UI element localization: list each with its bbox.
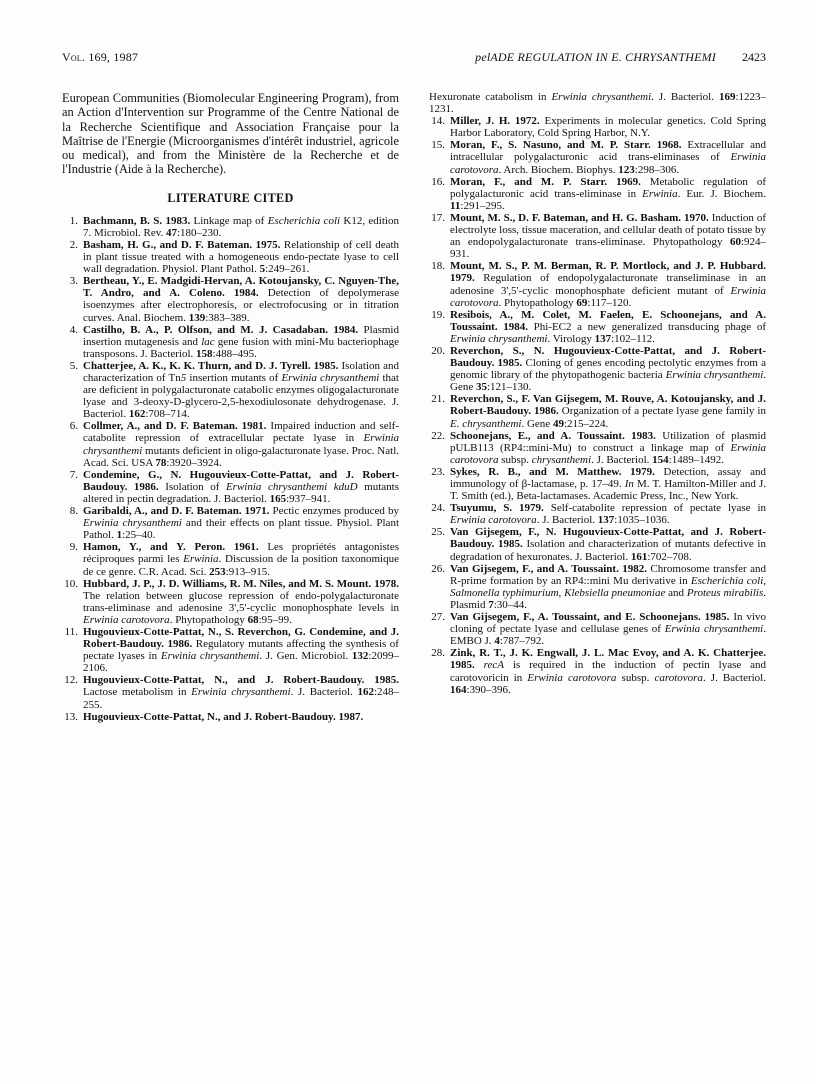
reference-text-segment: Mount, M. S., P. M. Berman, R. P. Mortlock, and J. P. Hubbard. 1979. [450, 260, 766, 285]
reference-text-segment: Erwinia carotovora [450, 151, 766, 176]
reference-text-segment: Erwinia chrysanthemi [665, 369, 764, 382]
reference-number: 17. [431, 211, 445, 224]
section-title: LITERATURE CITED [167, 190, 294, 205]
reference-item [62, 711, 399, 723]
reference-number: 27. [431, 611, 445, 624]
reference-text-segment: 154 [652, 453, 669, 466]
reference-text-segment: Induction of electrolyte loss, tissue maceration, and cellular death of potato tissue by an endopolygalacturonate trans-eliminase. Phytopathology [450, 211, 767, 249]
reference-text-segment: Utilization of plasmid pULB113 (RP4::mini-Mu) to construct a linkage map of [450, 429, 766, 454]
reference-item [62, 239, 399, 275]
reference-text-segment: . J. Bacteriol. [651, 91, 719, 103]
reference-item [62, 626, 399, 674]
reference-item [429, 115, 766, 139]
reference-number: 23. [431, 465, 445, 478]
reference-text-segment: 137 [597, 514, 615, 527]
reference-text-segment: In vivo cloning of pectate lyase and cellulase genes of [450, 611, 766, 636]
reference-text-segment: Erwinia chrysanthemi [551, 91, 652, 103]
reference-text-segment: Isolation and characterization of mutants defective in degradation of hexuronates. J. Bacteriol. [450, 538, 766, 563]
reference-text-segment: is required in the induction of pectin lyase and carotovoricin in [450, 659, 766, 684]
reference-text-segment: Escherichia coli [267, 214, 341, 227]
reference-text-segment: Miller, J. H. 1972. [450, 115, 540, 128]
reference-list-left [62, 215, 399, 723]
reference-text-segment: :2099–2106. [83, 650, 399, 675]
reference-text-segment: mutants deficient in oligo-galacturonate lyase. Proc. Natl. Acad. Sci. USA [83, 444, 399, 469]
reference-text-segment: 1 [116, 529, 123, 542]
reference-text-segment: Resibois, A., M. Colet, M. Faelen, E. Schoonejans, and A. Toussaint. 1984. [450, 308, 766, 333]
reference-text-segment: 78 [155, 456, 167, 469]
reference-text-segment: Hugouvieux-Cotte-Pattat, N., and J. Robert-Baudouy. 1987. [83, 710, 364, 723]
reference-text-segment: Erwinia chrysanthemi [664, 623, 764, 636]
reference-item [429, 176, 766, 212]
reference-text-segment: Phi-EC2 a new generalized transducing phage of [527, 320, 766, 333]
reference-text-segment: :298–306. [634, 163, 680, 176]
reference-text-segment: Collmer, A., and D. F. Bateman. 1981. [83, 420, 267, 433]
reference-number: 12. [64, 674, 78, 687]
reference-text-segment: Erwinia chrysanthemi [281, 372, 380, 384]
reference-text-segment: 137 [594, 332, 612, 345]
reference-text-segment: :1489–1492. [668, 453, 724, 466]
reference-item [429, 345, 766, 393]
reference-text-segment: Detection, assay and immunology of β-lactamase, p. 17–49. [450, 465, 767, 490]
reference-text-segment: 49 [552, 417, 564, 430]
two-column-body [62, 91, 766, 723]
reference-text-segment: Erwinia chrysanthemi [191, 686, 291, 699]
reference-number: 11. [64, 625, 78, 638]
reference-text-segment: Erwinia chrysanthemi kduD [225, 480, 358, 493]
reference-number: 20. [431, 344, 445, 357]
reference-text-segment: Lactose metabolism in [83, 686, 192, 699]
reference-text-segment: . EMBO J. [450, 623, 766, 648]
reference-text-segment: Reverchon, S., N. Hugouvieux-Cotte-Pattat, and J. Robert-Baudouy. 1985. [450, 344, 766, 370]
reference-text-segment: Escherichia coli [690, 574, 764, 587]
reference-text-segment: 169 [718, 91, 736, 103]
running-head-right [475, 50, 766, 65]
reference-text-segment: 164 [450, 683, 467, 696]
reference-text-segment: 7 [488, 598, 494, 611]
reference-item [429, 611, 766, 647]
reference-text-segment: :215–224. [563, 417, 609, 430]
reference-text-segment: Erwinia chrysanthemi [160, 650, 260, 663]
reference-text-segment: :913–915. [225, 565, 270, 578]
reference-text-segment: :95–99. [258, 613, 292, 626]
reference-text-segment: , [763, 574, 766, 587]
reference-item [62, 505, 399, 541]
reference-item [62, 578, 399, 626]
reference-number: 5. [69, 359, 78, 372]
reference-number: 14. [431, 115, 445, 128]
reference-text-segment: subsp. [616, 671, 655, 684]
reference-number: 16. [431, 175, 445, 188]
reference-text-segment: Impaired induction and self-catabolite repression of extracellular pectate lyase in [83, 420, 399, 445]
reference-text-segment: Bertheau, Y., E. Madgidi-Hervan, A. Kotoujansky, C. Nguyen-The, T. Andro, and A. Coleno. 1984. [83, 275, 399, 300]
running-head [62, 50, 766, 65]
reference-item [429, 466, 766, 502]
reference-item [62, 469, 399, 505]
reference-text-segment: Erwinia chrysanthemi [83, 517, 182, 530]
reference-text-segment: 60 [729, 236, 741, 249]
reference-text-segment: 11 [450, 199, 461, 212]
reference-item [429, 647, 766, 695]
reference-text-segment: that are deficient in polygalacturonate catabolic enzymes oligogalacturonate lyase and 3-deoxy-D-glycero-2,5-hexodiulosonate dehydrogenase. J. Bacteriol. [83, 372, 399, 421]
reference-text-segment: recA [483, 659, 504, 672]
reference-text-segment: Zink, R. T., J. K. Engwall, J. L. Mac Evoy, and A. K. Chatterjee. 1985. [450, 647, 766, 672]
reference-number: 13. [64, 710, 78, 723]
reference-text-segment: 5 [180, 372, 187, 384]
reference-item [62, 275, 399, 323]
reference-text-segment: . J. Bacteriol. [702, 671, 766, 684]
reference-text-segment: Hexuronate catabolism in [429, 91, 552, 103]
reference-text-segment: . Virology [547, 332, 595, 345]
reference-text-segment: chrysanthemi [531, 453, 592, 466]
reference-text-segment: 123 [618, 163, 635, 176]
reference-text-segment [475, 659, 484, 671]
volume-info: Vol. 169, 1987 [62, 50, 139, 64]
reference-text-segment: subsp. [498, 453, 532, 466]
reference-item [62, 420, 399, 468]
reference-text-segment: Bachmann, B. S. 1983. [83, 214, 191, 227]
reference-text-segment: In [624, 478, 634, 490]
reference-text-segment: Van Gijsegem, F., A. Toussaint, and E. Schoonejans. 1985. [450, 611, 730, 624]
reference-text-segment: :708–714. [145, 408, 190, 421]
reference-text-segment: Schoonejans, E., and A. Toussaint. 1983. [450, 429, 656, 442]
reference-text-segment: K12, edition 7. Microbiol. Rev. [83, 214, 399, 239]
reference-item [429, 563, 766, 611]
reference-text-segment: :1035–1036. [614, 514, 670, 527]
reference-item [62, 674, 399, 710]
reference-text-segment: Erwinia carotovora [527, 671, 617, 684]
reference-number: 25. [431, 526, 445, 539]
reference-number: 22. [431, 429, 445, 442]
acknowledgment-text: European Communities (Biomolecular Engineering Program), from an Action d'Intervention sur Programme of the Centre National de la Recherche Scientifique and Association Française pour la Maîtrise de l'Energie (Microorganismes d'intérêt industriel, agricole ou medical), and from the Ministère de la Recherche et de l'Industrie (Aide à la Recherche). [62, 91, 399, 177]
reference-text-segment: . Arch. Biochem. Biophys. [498, 163, 619, 176]
page-number: 2423 [742, 50, 766, 64]
reference-text-segment: Relationship of cell death in plant tissue treated with a homogeneous endo-pectate lyase to cell wall degradation. Physiol. Plant Pathol. [83, 238, 400, 276]
reference-text-segment: , [558, 586, 565, 599]
reference-number: 28. [431, 647, 445, 660]
reference-text-segment: Cloning of genes encoding pectolytic enzymes from a genomic library of the phytopathogenic bacteria [450, 357, 766, 382]
reference-item [62, 541, 399, 577]
reference-text-segment: Isolation and characterization of Tn [83, 359, 399, 384]
reference-number: 4. [69, 323, 78, 336]
reference-text-segment: . Gene [450, 369, 767, 394]
reference-item [62, 324, 399, 360]
reference-text-segment: 4 [494, 635, 500, 648]
reference-text-segment: . J. Bacteriol. [591, 453, 653, 466]
reference-text-segment: Erwinia [183, 553, 219, 566]
reference-number: 26. [431, 562, 445, 575]
reference-text-segment: M. T. Hamilton-Miller and J. T. Smith (ed.), Beta-lactamases. Academic Press, Inc., New York. [450, 478, 767, 503]
reference-text-segment: E. chrysanthemi [450, 417, 522, 430]
reference-text-segment: and their effects on plant tissue. Physiol. Plant Pathol. [83, 517, 400, 542]
reference-text-segment: :291–295. [460, 199, 505, 212]
reference-text-segment: Moran, F., S. Nasuno, and M. P. Starr. 1968. [450, 139, 682, 152]
reference-text-segment: Condemine, G., N. Hugouvieux-Cotte-Pattat, and J. Robert-Baudouy. 1986. [83, 468, 399, 493]
reference-text-segment: 162 [128, 408, 146, 421]
reference-text-segment: Erwinia carotovora [450, 441, 766, 466]
reference-number: 2. [69, 238, 78, 251]
reference-text-segment: :121–130. [486, 381, 532, 394]
reference-text-segment: Les propriétés antagonistes réciproques parmi les [83, 541, 399, 566]
reference-text-segment: gene fusion with mini-Mu bacteriophage transposons. J. Bacteriol. [83, 335, 399, 360]
reference-text-segment: Basham, H. G., and D. F. Bateman. 1975. [83, 238, 281, 251]
reference-number: 3. [69, 275, 78, 288]
reference-item [429, 309, 766, 345]
reference-text-segment: 35 [475, 381, 487, 394]
reference-text-segment: Pectic enzymes produced by [269, 505, 399, 518]
reference-text-segment: :937–941. [286, 492, 331, 505]
reference-text-segment: insertion mutants of [186, 372, 282, 384]
reference-text-segment: . Discussion de la position taxonomique de ce genre. C.R. Acad. Sci. [83, 553, 399, 578]
right-column [429, 91, 766, 723]
reference-text-segment: :924–931. [450, 236, 766, 261]
reference-number: 6. [69, 420, 78, 433]
reference-number: 19. [431, 308, 445, 321]
reference-text-segment: 47 [166, 226, 177, 239]
reference-text-segment: Van Gijsegem, F., and A. Toussaint. 1982. [450, 562, 647, 575]
reference-text-segment: :30–44. [493, 598, 528, 611]
reference-item [62, 360, 399, 420]
reference-text-segment: Proteus mirabilis [686, 586, 764, 599]
reference-text-segment: . J. Gen. Microbiol. [259, 650, 352, 663]
reference-text-segment: Metabolic regulation of polygalacturonic acid trans-eliminase in [450, 175, 766, 200]
reference-text-segment: :787–792. [499, 635, 545, 648]
reference-number: 10. [64, 577, 78, 590]
reference-text-segment: Detection of depolymerase isoenzymes after electrophoresis, or electrofocusing or in titration curves. Anal. Biochem. [83, 287, 399, 324]
reference-number: 9. [69, 541, 78, 554]
reference-text-segment: 162 [357, 686, 374, 699]
reference-text-segment: Plasmid insertion mutagenesis and [83, 323, 399, 348]
reference-text-segment: Hamon, Y., and Y. Peron. 1961. [83, 541, 259, 554]
reference-text-segment: . J. Bacteriol. [290, 686, 358, 699]
reference-text-segment: mutants altered in pectin degradation. J. Bacteriol. [83, 480, 399, 505]
reference-item [429, 139, 766, 175]
reference-text-segment: 132 [351, 650, 369, 663]
reference-text-segment: Van Gijsegem, F., N. Hugouvieux-Cotte-Pattat, and J. Robert-Baudouy. 1985. [450, 526, 766, 551]
reference-text-segment: Linkage map of [190, 214, 268, 227]
reference-text-segment: Hubbard, J. P., J. D. Williams, R. M. Niles, and M. S. Mount. 1978. [83, 577, 399, 590]
reference-number: 8. [69, 505, 78, 518]
reference-text-segment: :117–120. [587, 296, 632, 309]
reference-text-segment: and [665, 586, 687, 599]
reference-item [429, 393, 766, 429]
reference-text-segment: Erwinia chrysanthemi [83, 432, 399, 457]
reference-text-segment: Castilho, B. A., P. Olfson, and M. J. Casadaban. 1984. [83, 323, 359, 336]
reference-text-segment: 5 [259, 263, 266, 276]
reference-text-segment: :3920–3924. [166, 456, 222, 469]
reference-text-segment: . Eur. J. Biochem. [677, 187, 766, 200]
reference-text-segment: Organization of a pectate lyase gene family in [558, 405, 766, 418]
reference-text-segment: . Phytopathology [498, 296, 577, 309]
reference-text-segment: Garibaldi, A., and D. F. Bateman. 1971. [83, 505, 270, 518]
reference-text-segment: 165 [269, 492, 287, 505]
reference-text-segment: . J. Bacteriol. [536, 514, 598, 527]
reference-item [429, 526, 766, 562]
reference-number: 15. [431, 139, 445, 152]
reference-text-segment: carotovora [654, 671, 703, 684]
reference-text-segment: . Plasmid [450, 586, 766, 611]
reference-text-segment: 253 [209, 565, 226, 578]
reference-text-segment: Erwinia carotovora [83, 613, 170, 626]
reference-text-segment: :488–495. [212, 347, 257, 360]
reference-text-segment: Salmonella typhimurium [450, 586, 559, 599]
reference-text-segment: 69 [576, 296, 588, 309]
reference-list-right [429, 115, 766, 696]
reference-text-segment: Experiments in molecular genetics. Cold Spring Harbor Laboratory, Cold Spring Harbor, N.Y. [450, 115, 766, 140]
reference-text-segment: :249–261. [265, 263, 310, 276]
reference-number: 24. [431, 502, 445, 515]
reference-text-segment: . Phytopathology [169, 613, 248, 626]
reference-text-segment: Isolation of [158, 480, 226, 493]
reference-text-segment: Erwinia carotovora [450, 284, 766, 309]
reference-number: 21. [431, 393, 445, 406]
reference-item [429, 212, 766, 260]
reference-item [429, 260, 766, 308]
reference-text-segment: Regulatory mutants affecting the synthesis of pectate lyases in [83, 638, 399, 663]
reference-text-segment: :180–230. [177, 226, 222, 239]
reference-text-segment: :25–40. [122, 529, 156, 542]
reference-text-segment: Chatterjee, A. K., K. K. Thurn, and D. J. Tyrell. 1985. [83, 359, 339, 372]
reference-text-segment: Regulation of endopolygalacturonate transeliminase in an adenosine 3',5'-cyclic monophosphate deficient mutant of [450, 272, 766, 297]
reference-text-segment: The relation between glucose repression of endo-polygalacturonate trans-eliminase and adenosine 3',5'-cyclic monophosphate levels in [83, 589, 399, 614]
reference-text-segment: lac [201, 335, 215, 348]
reference-text-segment: Erwinia [642, 187, 678, 200]
reference-continuation [429, 91, 766, 115]
reference-text-segment: Mount, M. S., D. F. Bateman, and H. G. Basham. 1970. [450, 211, 709, 224]
reference-number: 1. [69, 214, 78, 227]
reference-number: 7. [69, 468, 78, 481]
reference-text-segment: :248–255. [83, 686, 399, 711]
reference-text-segment: :702–708. [647, 550, 692, 563]
reference-text-segment: 161 [630, 550, 648, 563]
reference-text-segment: Chromosome transfer and R-prime formation by an RP4::mini Mu derivative in [450, 562, 766, 587]
reference-text-segment: :102–112. [611, 332, 655, 345]
reference-item [62, 215, 399, 239]
reference-text-segment: Moran, F., and M. P. Starr. 1969. [450, 175, 641, 188]
reference-text-segment: . Gene [521, 417, 553, 430]
reference-item [429, 502, 766, 526]
reference-text-segment: Sykes, R. B., and M. Matthew. 1979. [450, 465, 655, 478]
left-column [62, 91, 399, 723]
reference-text-segment: 139 [188, 311, 206, 324]
reference-text-segment: Hugouvieux-Cotte-Pattat, N., S. Reverchon, G. Condemine, and J. Robert-Baudouy. 1986. [83, 625, 399, 651]
reference-text-segment: :1223–1231. [429, 91, 766, 116]
reference-text-segment: Self-catabolite repression of pectate lyase in [543, 502, 766, 515]
reference-text-segment: Erwinia carotovora [450, 514, 537, 527]
reference-text-segment: 68 [247, 613, 259, 626]
reference-item [429, 430, 766, 466]
reference-text-segment: Tsuyumu, S. 1979. [450, 502, 544, 515]
reference-text-segment: :383–389. [205, 311, 250, 324]
reference-text-segment: Reverchon, S., F. Van Gijsegem, M. Rouve, A. Kotoujansky, and J. Robert-Baudouy. 1986. [450, 393, 766, 418]
reference-text-segment: Hugouvieux-Cotte-Pattat, N., and J. Robert-Baudouy. 1985. [83, 674, 399, 687]
reference-text-segment: Erwinia chrysanthemi [450, 332, 548, 345]
reference-text-segment: :390–396. [466, 683, 511, 696]
reference-text-segment: Klebsiella pneumoniae [564, 586, 666, 599]
reference-text-segment: 158 [196, 347, 213, 360]
running-title: pelADE REGULATION IN E. CHRYSANTHEMI [475, 50, 716, 64]
reference-number: 18. [431, 260, 445, 273]
reference-text-segment: Extracellular and intracellular polygalacturonic acid trans-eliminases of [450, 139, 766, 164]
